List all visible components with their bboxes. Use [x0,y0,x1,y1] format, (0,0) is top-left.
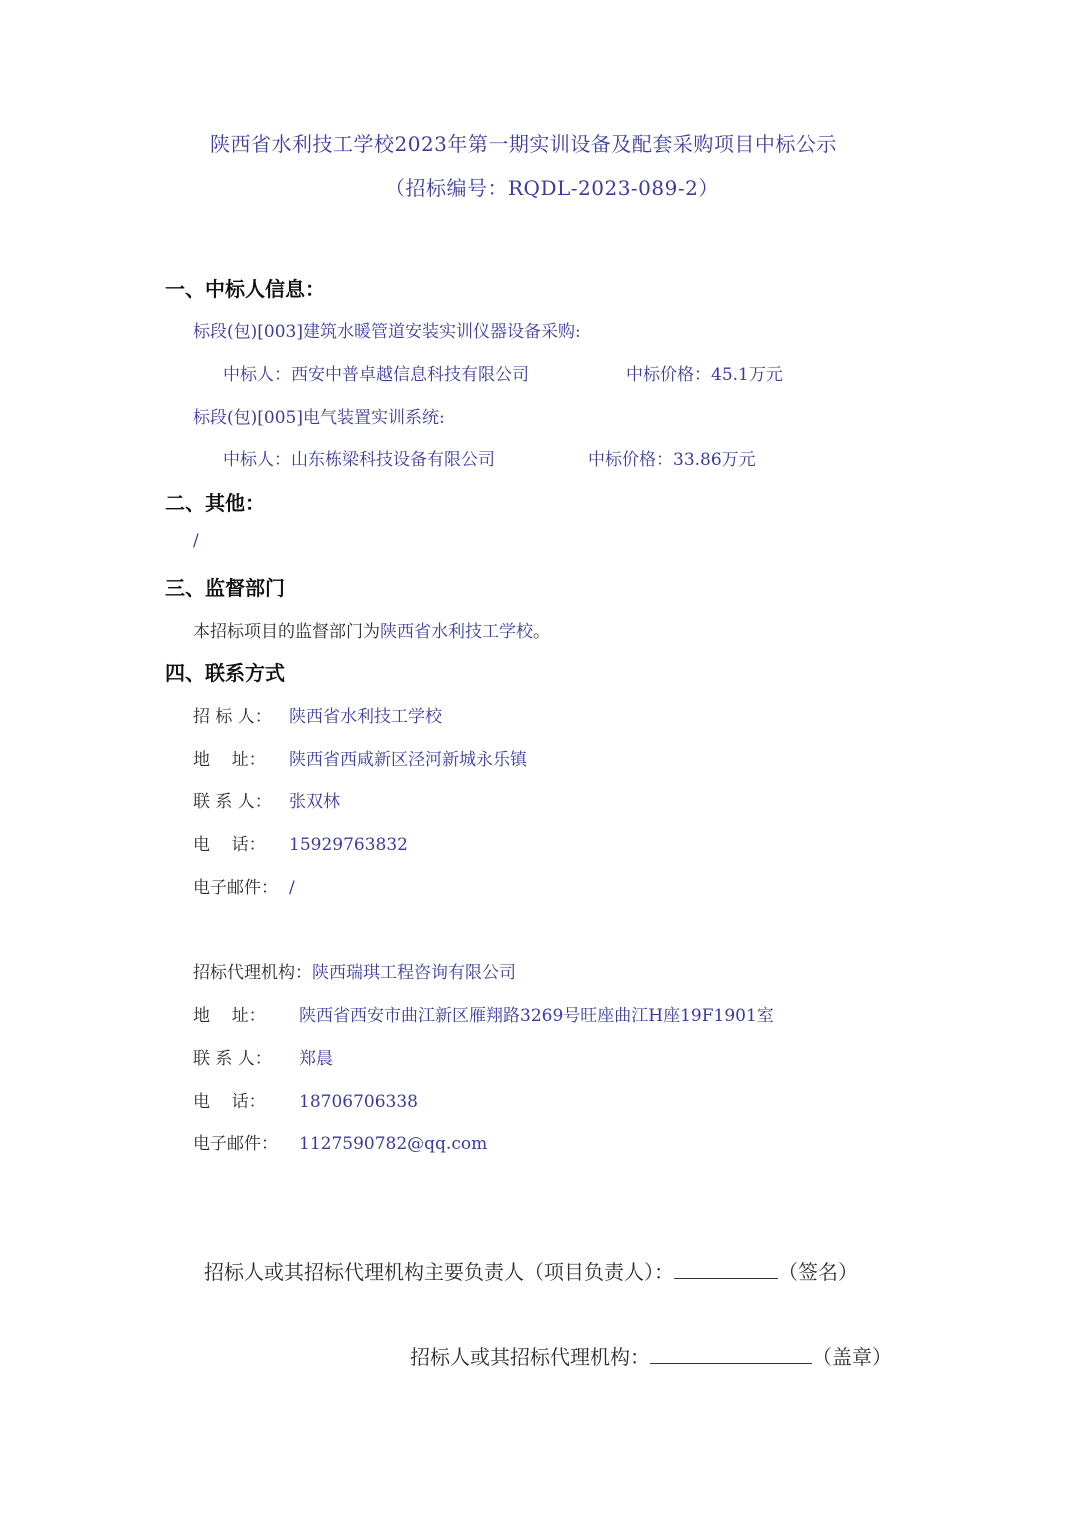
section-winner-heading: 一、中标人信息： [165,277,325,301]
agency-name: 陕西瑞琪工程咨询有限公司 [312,963,516,983]
agency-phone: 18706706338 [299,1092,418,1112]
tenderer-addr-row [193,745,527,770]
supervision-text [193,617,550,642]
agency-contact-row [193,1044,333,1069]
winner-label: 中标人： [223,450,291,470]
other-content: / [193,531,199,551]
tenderer-addr-label: 地 址： [193,750,266,770]
agency-addr-label: 地 址： [193,1006,266,1026]
price-value: 33.86万元 [673,450,756,470]
tenderer-name-row [193,702,442,727]
agency-addr: 陕西省西安市曲江新区雁翔路3269号旺座曲江H座19F1901室 [299,1006,774,1026]
lot-003-winner [223,360,529,385]
tenderer-phone: 15929763832 [289,835,408,855]
seal-label: 招标人或其招标代理机构： [410,1345,650,1369]
agency-contact-label: 联 系 人： [193,1049,272,1069]
agency-addr-row [193,1001,774,1026]
lot-005-price [588,445,756,470]
signature-line-1 [204,1256,858,1285]
agency-name-label: 招标代理机构： [193,963,312,983]
price-value: 45.1万元 [711,365,783,385]
tenderer-phone-row [193,830,408,855]
supervision-prefix: 本招标项目的监督部门为 [193,622,380,642]
tenderer-name-label: 招 标 人： [193,707,272,727]
page-title: 陕西省水利技工学校2023年第一期实训设备及配套采购项目中标公示 [210,132,837,156]
supervision-suffix: 。 [533,622,550,642]
winner-label: 中标人： [223,365,291,385]
tenderer-contact-row [193,787,340,812]
tenderer-email-label: 电子邮件： [193,878,278,898]
agency-phone-label: 电 话： [193,1092,266,1112]
signature-suffix: （签名） [778,1260,858,1284]
section-contact-heading: 四、联系方式 [165,661,285,685]
tenderer-contact: 张双林 [289,792,340,812]
lot-003-price [626,360,783,385]
price-label: 中标价格： [626,365,711,385]
tenderer-phone-label: 电 话： [193,835,266,855]
signature-label: 招标人或其招标代理机构主要负责人（项目负责人）： [204,1260,674,1284]
section-supervision-heading: 三、监督部门 [165,576,285,600]
seal-line [410,1341,892,1370]
tenderer-email-row [193,873,295,898]
agency-email-label: 电子邮件： [193,1134,278,1154]
signature-blank[interactable] [674,1278,778,1279]
agency-phone-row [193,1087,418,1112]
tenderer-contact-label: 联 系 人： [193,792,272,812]
agency-email-row [193,1129,487,1154]
lot-005-name: 标段(包)[005]电气装置实训系统: [193,408,445,428]
seal-blank[interactable] [650,1363,812,1364]
seal-suffix: （盖章） [812,1345,892,1369]
agency-contact: 郑晨 [299,1049,333,1069]
agency-email: 1127590782@qq.com [299,1134,488,1154]
winner-name: 山东栋梁科技设备有限公司 [291,450,495,470]
lot-003-name: 标段(包)[003]建筑水暖管道安装实训仪器设备采购: [193,322,581,342]
price-label: 中标价格： [588,450,673,470]
tenderer-addr: 陕西省西咸新区泾河新城永乐镇 [289,750,527,770]
lot-005-winner [223,445,495,470]
supervision-dept: 陕西省水利技工学校 [380,622,533,642]
tenderer-email: / [289,878,295,898]
winner-name: 西安中普卓越信息科技有限公司 [291,365,529,385]
agency-name-row [193,958,516,983]
bid-number: （招标编号：RQDL-2023-089-2） [385,176,719,200]
tenderer-name: 陕西省水利技工学校 [289,707,442,727]
section-other-heading: 二、其他： [165,491,265,515]
